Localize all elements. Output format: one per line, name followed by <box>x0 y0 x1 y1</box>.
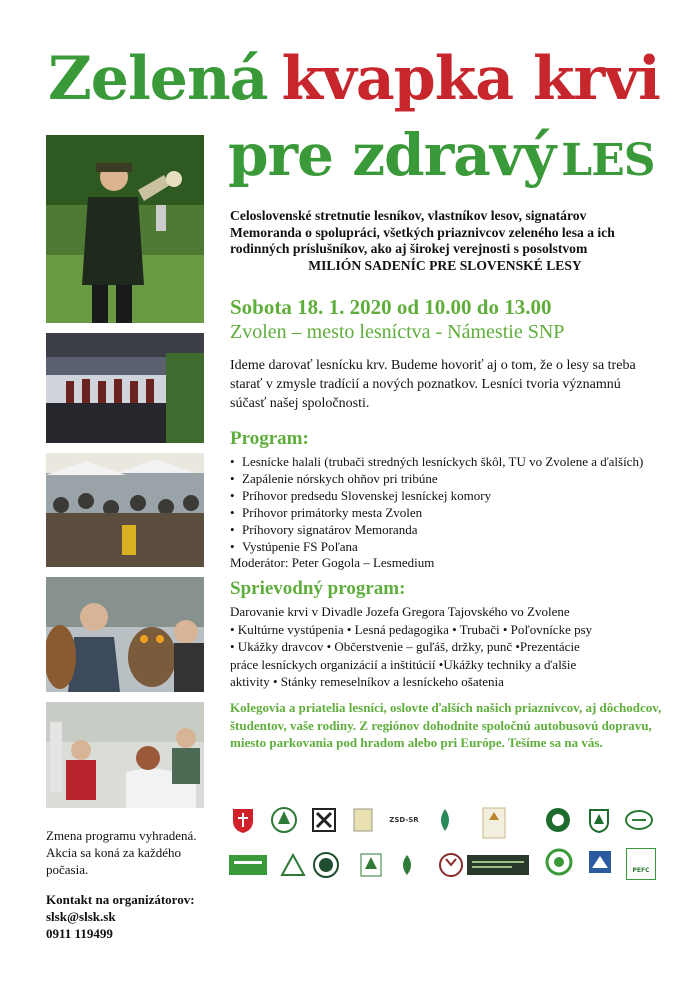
institution-logo <box>481 806 507 840</box>
poster-title <box>48 44 660 114</box>
dark-banner-logo <box>466 851 530 879</box>
blue-emblem-logo <box>586 848 614 876</box>
subtitle-pre-zdravy: pre zdravý <box>228 121 556 189</box>
list-item: • Lesnícke halali (trubači stredných lesníckych škôl, TU vo Zvolene a ďalších) <box>230 453 670 470</box>
side-program-text <box>230 603 660 691</box>
photo-horn-player <box>46 135 204 323</box>
side-program-line: práce lesníckych organizácií a inštitúcií •Ukážky techniky a ďalšie <box>230 656 577 672</box>
deer-emblem-logo <box>437 851 465 879</box>
side-program-line: • Kultúrne vystúpenia • Lesná pedagogika • Trubači • Poľovnícke psy <box>230 621 593 637</box>
knot-emblem-logo <box>310 806 338 834</box>
tree-emblem-logo <box>357 851 385 879</box>
poster-subtitle <box>228 120 655 196</box>
invitation-text: Kolegovia a priatelia lesníci, oslovte ďalších našich priaznivcov, aj dôchodcov, študentov, vaše rodiny. Z regiónov dohodnite spoločnú autobusovú dopravu, miesto parkovania pod hradom alebo pri Európe. Tešíme sa na vás. <box>230 700 662 750</box>
zsd-sr-logo: ZSD-SR <box>389 816 419 824</box>
list-item: • Príhovor predsedu Slovenskej lesníckej komory <box>230 487 670 504</box>
event-place: Zvolen – mesto lesníctva - Námestie SNP <box>230 321 565 343</box>
intro-motto: MILIÓN SADENÍC PRE SLOVENSKÉ LESY <box>308 257 582 273</box>
pefc-logo: PEFC <box>626 848 656 880</box>
list-item: • Zapálenie nórskych ohňov pri tribúne <box>230 470 670 487</box>
forestry-emblem-logo <box>270 806 298 834</box>
intro-paragraph: Ideme darovať lesnícku krv. Budeme hovoriť aj o tom, že o lesy sa treba starať v zmysle tradícií a nových poznatkov. Lesníci tvoria významnú súčasť našej spoločnosti. <box>230 358 636 411</box>
document-logo <box>349 806 377 834</box>
leaf-emblem-logo <box>393 851 421 879</box>
intro-description: Celoslovenské stretnutie lesníkov, vlastníkov lesov, signatárov Memoranda o spolupráci, všetkých priaznivcov zeleného lesa a ich rodinných príslušníkov, ako aj širokej verejnosti s posolstvom <box>230 208 615 256</box>
round-green-emblem-logo <box>544 806 572 834</box>
photo-owl <box>46 577 204 692</box>
seal-emblem-logo <box>312 851 340 879</box>
event-datetime: Sobota 18. 1. 2020 od 10.00 do 13.00 <box>230 295 552 319</box>
moderator: Moderátor: Peter Gogola – Lesmedium <box>230 555 435 570</box>
coat-of-arms-logo <box>229 806 257 834</box>
shield-emblem-logo <box>585 806 613 834</box>
contact-email: slsk@slsk.sk <box>46 909 116 924</box>
program-heading: Program: <box>230 428 309 449</box>
side-program-line: • Ukážky dravcov • Občerstvenie – guľáš, držky, punč •Prezentácie <box>230 639 580 654</box>
program-list <box>230 453 670 555</box>
drop-emblem-logo <box>431 806 459 834</box>
list-item: • Príhovor primátorky mesta Zvolen <box>230 504 670 521</box>
contact-phone: 0911 119499 <box>46 926 113 941</box>
list-item: • Príhovory signatárov Memoranda <box>230 521 670 538</box>
program-change-note: Zmena programu vyhradená. Akcia sa koná za každého počasia. <box>46 828 197 877</box>
side-program-heading: Sprievodný program: <box>230 578 406 599</box>
photo-blood-donation <box>46 702 204 808</box>
circle-green-logo <box>545 848 573 876</box>
contact-heading: Kontakt na organizátorov: <box>46 892 195 907</box>
photo-stage <box>46 333 204 443</box>
contact-block <box>46 891 195 942</box>
title-word-kvapka-krvi: kvapka krvi <box>281 44 660 114</box>
side-program-line: aktivity • Stánky remeselníkov a lesníckeho ošatenia <box>230 674 504 689</box>
triangle-emblem-logo <box>279 851 307 879</box>
photo-crowd <box>46 453 204 567</box>
title-word-zelena: Zelená <box>48 44 268 114</box>
intro-text <box>230 208 660 274</box>
side-program-line: Darovanie krvi v Divadle Jozefa Gregora Tajovského vo Zvolene <box>230 604 570 619</box>
subtitle-les: LES <box>561 135 655 186</box>
antlers-emblem-logo <box>624 806 654 834</box>
green-banner-logo <box>228 851 268 879</box>
list-item: • Vystúpenie FS Poľana <box>230 538 670 555</box>
